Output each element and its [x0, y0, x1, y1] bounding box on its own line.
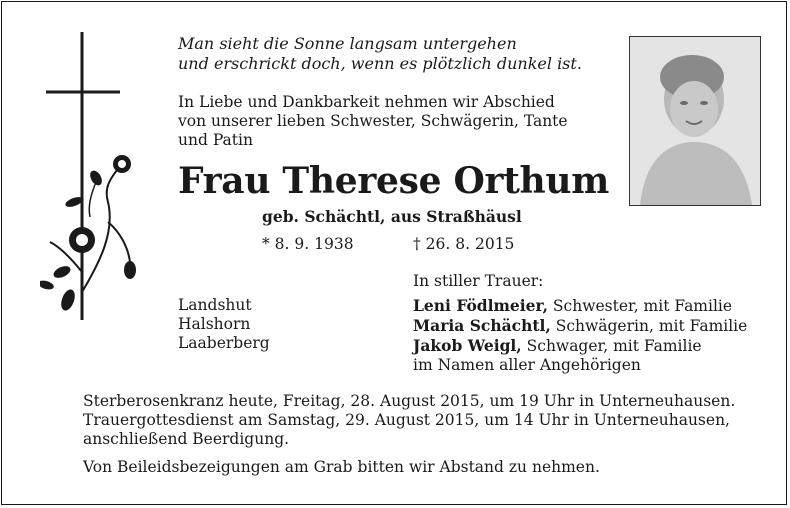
poem [178, 34, 582, 74]
birth-name: geb. Schächtl, aus Straßhäusl [262, 207, 522, 226]
intro-line: und Patin [178, 131, 253, 149]
deceased-name: Frau Therese Orthum [178, 160, 610, 202]
poem-line: Man sieht die Sonne langsam untergehen [178, 34, 517, 53]
portrait-image [630, 37, 760, 205]
mourner-item [413, 296, 747, 316]
notice-line: Trauergottesdienst am Samstag, 29. August 2015, um 14 Uhr in Unterneuhausen, [83, 411, 730, 429]
mourner-name: Leni Födlmeier, [413, 296, 548, 315]
mourner-others: im Namen aller Angehörigen [413, 356, 641, 374]
mourner-relation: Schwager, mit Familie [521, 337, 702, 355]
places-list [178, 296, 270, 353]
mourner-relation: Schwester, mit Familie [547, 297, 733, 315]
condolence-note: Von Beileidsbezeigungen am Grab bitten wir Abstand zu nehmen. [83, 458, 600, 476]
birth-date: * 8. 9. 1938 [262, 235, 354, 253]
notice-line: anschließend Beerdigung. [83, 430, 290, 448]
place-item: Halshorn [178, 315, 251, 333]
portrait-photo [629, 36, 761, 206]
intro-line: In Liebe und Dankbarkeit nehmen wir Abschied [178, 93, 555, 111]
mourner-item [413, 336, 747, 356]
mourners-list [413, 296, 747, 375]
notice-line: Sterberosenkranz heute, Freitag, 28. August 2015, um 19 Uhr in Unterneuhausen. [83, 392, 736, 410]
cross-with-roses-icon [40, 32, 150, 332]
mourner-name: Maria Schächtl, [413, 316, 551, 335]
death-date: † 26. 8. 2015 [413, 235, 515, 253]
mourner-relation: Schwägerin, mit Familie [550, 317, 748, 335]
place-item: Landshut [178, 296, 252, 314]
service-notices [83, 392, 735, 449]
mourner-name: Jakob Weigl, [413, 336, 522, 355]
intro-line: von unserer lieben Schwester, Schwägerin, Tante [178, 112, 568, 130]
poem-line: und erschrickt doch, wenn es plötzlich dunkel ist. [178, 54, 582, 73]
mourning-title: In stiller Trauer: [413, 272, 544, 290]
place-item: Laaberberg [178, 334, 270, 352]
intro-text [178, 93, 568, 150]
mourner-item [413, 316, 747, 336]
